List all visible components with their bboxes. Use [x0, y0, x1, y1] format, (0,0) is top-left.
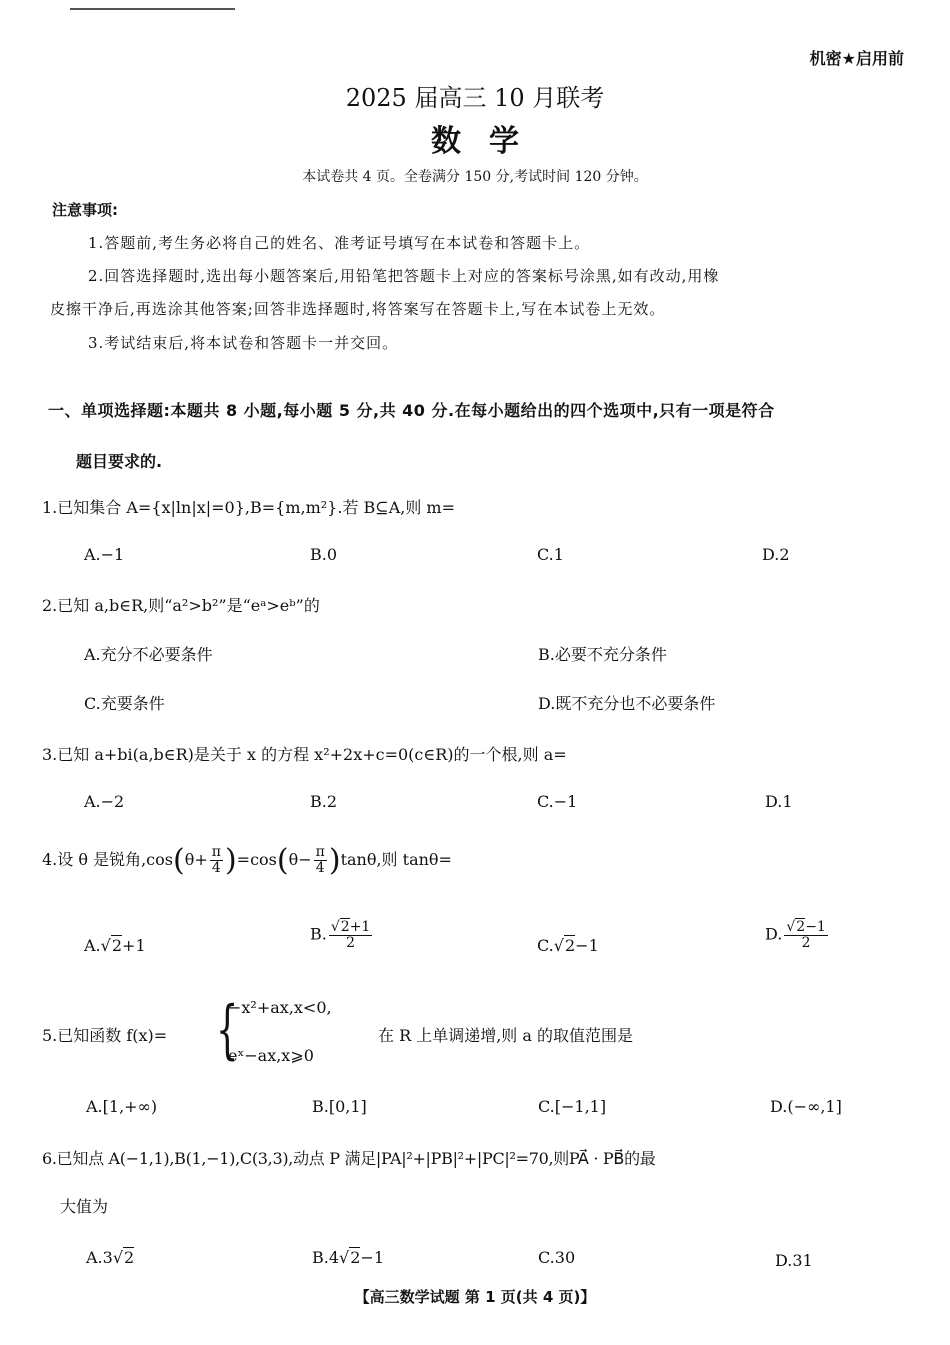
q3-option-d: D.1	[765, 792, 793, 811]
q4-pi-over-4-b: $\frac{\pi}{4}$	[315, 844, 325, 876]
q2-option-a: A.充分不必要条件	[84, 645, 213, 664]
q2-option-b: B.必要不充分条件	[538, 645, 667, 664]
question-1-stem: 1.已知集合 A={x|ln|x|=0},B={m,m²}.若 B⊆A,则 m=	[42, 498, 455, 517]
q4-pi-over-4: $\frac{\pi}{4}$	[211, 844, 221, 876]
page-footer: 【高三数学试题 第 1 页(共 4 页)】	[354, 1288, 596, 1306]
q6-option-d: D.31	[775, 1251, 813, 1270]
q5-option-d: D.(−∞,1]	[770, 1097, 842, 1116]
exam-info: 本试卷共 4 页。全卷满分 150 分,考试时间 120 分钟。	[302, 169, 648, 185]
q6-option-b: B.4√2−1	[312, 1248, 385, 1267]
confidential-label: 机密★启用前	[809, 49, 904, 68]
q1-option-b: B.0	[310, 545, 338, 564]
scan-top-line	[70, 8, 235, 10]
q1-option-c: C.1	[537, 545, 564, 564]
notice-item-2-line-2: 皮擦干净后,再选涂其他答案;回答非选择题时,将答案写在答题卡上,写在本试卷上无效。	[50, 300, 666, 318]
question-4-stem: 4.设 θ 是锐角,cos(θ+ $\frac{\pi}{4}$ )=cos(θ− $\frac{\pi}{4}$ )tanθ,则 tanθ=	[42, 843, 452, 878]
q3-option-a: A.−2	[84, 792, 125, 811]
q5-option-a: A.[1,+∞)	[86, 1097, 158, 1116]
subject-title: 数学	[431, 124, 547, 159]
piecewise-brace: {	[216, 993, 239, 1067]
q4-stem-mid: =cos	[236, 850, 277, 869]
q4-stem-suffix: tanθ,则 tanθ=	[340, 850, 452, 869]
exam-title: 2025 届高三 10 月联考	[345, 84, 605, 112]
question-5-stem-suffix: 在 R 上单调递增,则 a 的取值范围是	[378, 1026, 634, 1045]
question-2-stem: 2.已知 a,b∈R,则“a²>b²”是“eᵃ>eᵇ”的	[42, 596, 320, 615]
q4-option-a: A.√2+1	[84, 936, 146, 955]
q4-option-d: D. $\frac{√2-1}{2}$	[765, 919, 826, 951]
q6-option-a: A.3√2	[86, 1248, 135, 1267]
question-3-stem: 3.已知 a+bi(a,b∈R)是关于 x 的方程 x²+2x+c=0(c∈R)的一个根,则 a=	[42, 745, 567, 764]
q5-option-b: B.[0,1]	[312, 1097, 367, 1116]
section-title: 一、单项选择题:本题共 8 小题,每小题 5 分,共 40 分.在每小题给出的四个选项中,只有一项是符合	[48, 401, 775, 420]
notice-item-3: 3.考试结束后,将本试卷和答题卡一并交回。	[88, 334, 399, 352]
q5-option-c: C.[−1,1]	[538, 1097, 607, 1116]
q4-stem-prefix: 4.设 θ 是锐角,cos	[42, 850, 173, 869]
q3-option-b: B.2	[310, 792, 338, 811]
q1-option-d: D.2	[762, 545, 790, 564]
q2-option-c: C.充要条件	[84, 694, 165, 713]
question-6-stem-line-2: 大值为	[60, 1197, 109, 1216]
q3-option-c: C.−1	[537, 792, 578, 811]
q4-theta-plus: θ+	[184, 850, 208, 869]
question-5-stem-prefix: 5.已知函数 f(x)=	[42, 1026, 168, 1045]
section-title-cont: 题目要求的.	[76, 452, 163, 471]
q2-option-d: D.既不充分也不必要条件	[538, 694, 716, 713]
q5-case-2: eˣ−ax,x⩾0	[228, 1046, 314, 1065]
notice-item-1: 1.答题前,考生务必将自己的姓名、准考证号填写在本试卷和答题卡上。	[88, 234, 591, 252]
q5-case-1: −x²+ax,x<0,	[228, 998, 332, 1017]
notice-item-2-line-1: 2.回答选择题时,选出每小题答案后,用铅笔把答题卡上对应的答案标号涂黑,如有改动,用橡	[88, 267, 720, 285]
notice-heading: 注意事项:	[52, 201, 118, 219]
q4-option-b: B. $\frac{√2+1}{2}$	[310, 919, 371, 951]
q1-option-a: A.−1	[84, 545, 125, 564]
q4-option-c: C.√2−1	[537, 936, 599, 955]
q4-theta-minus: θ−	[288, 850, 312, 869]
q6-option-c: C.30	[538, 1248, 576, 1267]
question-6-stem-line-1: 6.已知点 A(−1,1),B(1,−1),C(3,3),动点 P 满足|PA|²+|PB|²+|PC|²=70,则PA⃗ · PB⃗的最	[42, 1149, 656, 1168]
